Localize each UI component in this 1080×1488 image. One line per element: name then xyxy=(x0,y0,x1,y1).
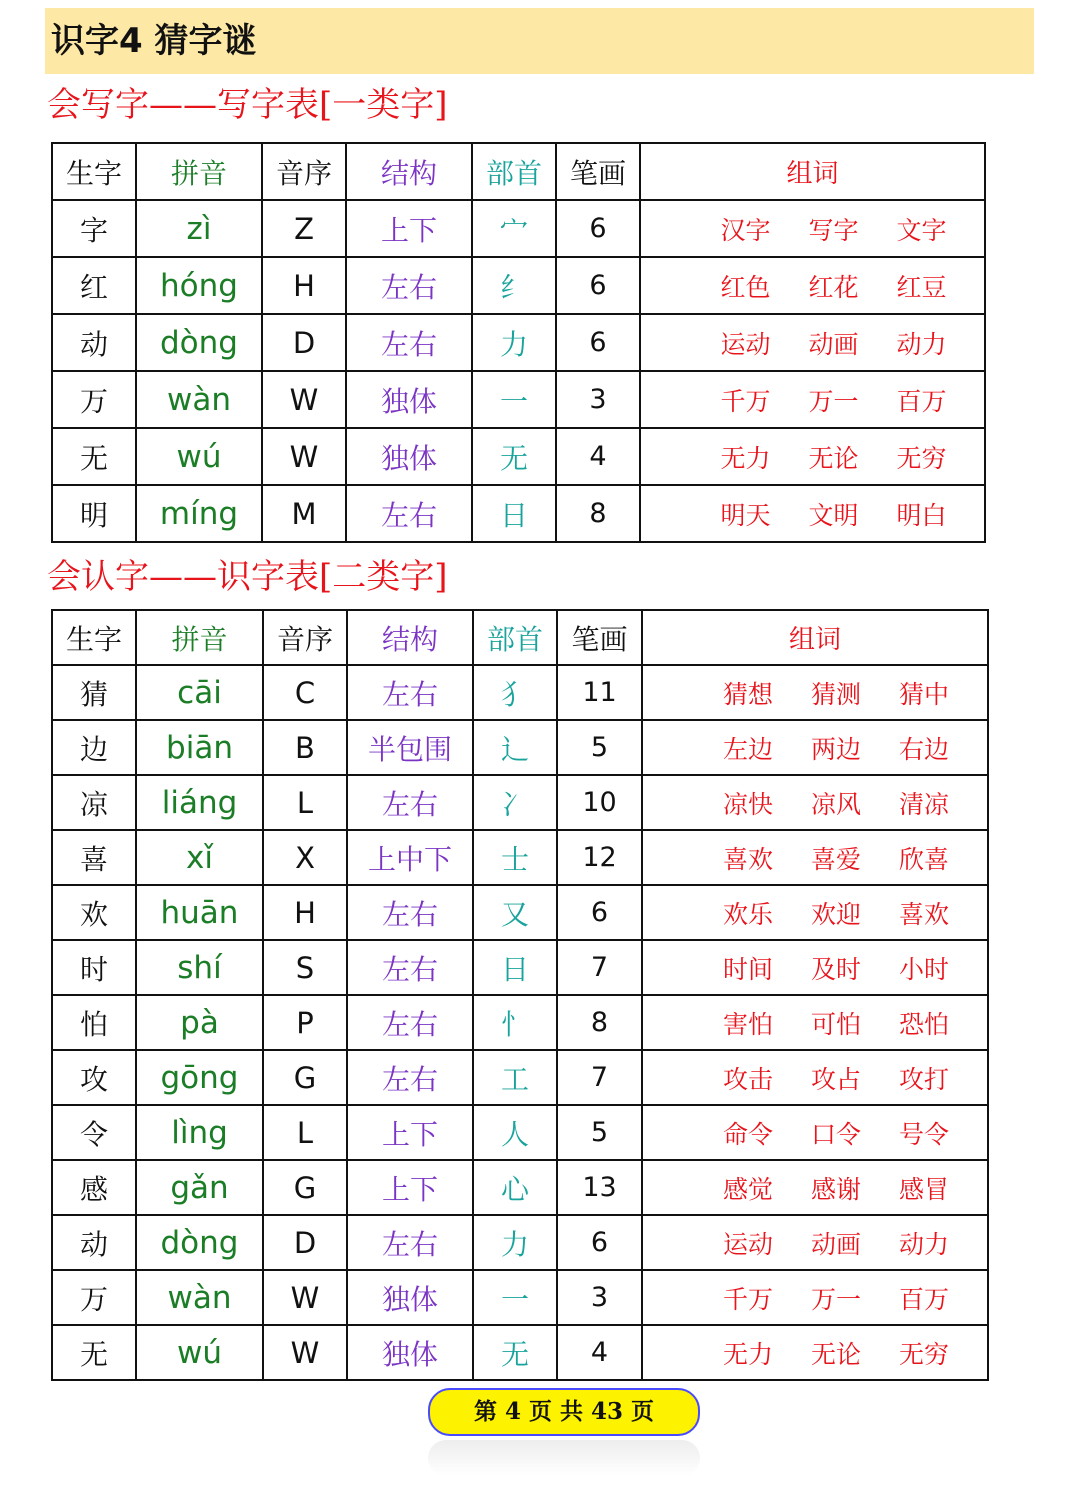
radical-cell: 无 xyxy=(473,1325,557,1380)
column-header: 生字 xyxy=(52,143,136,200)
table-row xyxy=(52,1160,988,1215)
order-cell: W xyxy=(263,1270,347,1325)
word-item: 汉字 xyxy=(720,215,771,245)
pager-reflection xyxy=(428,1440,700,1476)
word-item: 千万 xyxy=(720,386,771,416)
order-cell: C xyxy=(263,665,347,720)
order-cell: D xyxy=(262,314,346,371)
order-cell: G xyxy=(263,1050,347,1105)
structure-cell: 左右 xyxy=(347,1050,473,1105)
order-cell: W xyxy=(263,1325,347,1380)
table-row xyxy=(52,885,988,940)
page-indicator xyxy=(428,1388,700,1436)
word-item: 喜爱 xyxy=(810,844,861,874)
table-row xyxy=(52,200,985,257)
char-cell: 无 xyxy=(52,1325,136,1380)
radical-cell: 犭 xyxy=(473,665,557,720)
char-cell: 红 xyxy=(52,257,136,314)
table-header-row xyxy=(52,143,985,200)
structure-cell: 独体 xyxy=(346,371,472,428)
order-cell: W xyxy=(262,371,346,428)
words-cell xyxy=(642,665,988,720)
table-row xyxy=(52,428,985,485)
words-cell xyxy=(642,1105,988,1160)
strokes-cell: 8 xyxy=(557,995,642,1050)
words-cell xyxy=(642,1215,988,1270)
word-item: 无穷 xyxy=(896,443,947,473)
structure-cell: 左右 xyxy=(347,665,473,720)
table-row xyxy=(52,1050,988,1105)
pinyin-cell: lìng xyxy=(136,1105,263,1160)
word-item: 万一 xyxy=(808,386,859,416)
column-header: 生字 xyxy=(52,610,136,665)
char-cell: 凉 xyxy=(52,775,136,830)
word-item: 时间 xyxy=(722,954,773,984)
word-item: 右边 xyxy=(898,734,949,764)
strokes-cell: 10 xyxy=(557,775,642,830)
column-header: 结构 xyxy=(347,610,473,665)
radical-cell: 工 xyxy=(473,1050,557,1105)
recognize-characters-table xyxy=(51,609,989,1381)
pinyin-cell: dòng xyxy=(136,1215,263,1270)
section-heading-recognize: 会认字——识字表[二类字] xyxy=(47,557,448,597)
strokes-cell: 6 xyxy=(556,200,640,257)
column-header: 拼音 xyxy=(136,610,263,665)
order-cell: H xyxy=(262,257,346,314)
words-cell xyxy=(642,1160,988,1215)
char-cell: 时 xyxy=(52,940,136,995)
word-item: 动力 xyxy=(896,329,947,359)
column-header: 音序 xyxy=(263,610,347,665)
table-row xyxy=(52,830,988,885)
page-title-bar xyxy=(45,8,1034,74)
word-item: 红花 xyxy=(808,272,859,302)
strokes-cell: 6 xyxy=(557,885,642,940)
table-row xyxy=(52,775,988,830)
strokes-cell: 13 xyxy=(557,1160,642,1215)
radical-cell: 一 xyxy=(472,371,556,428)
column-header: 部首 xyxy=(472,143,556,200)
column-header: 笔画 xyxy=(557,610,642,665)
char-cell: 动 xyxy=(52,1215,136,1270)
word-item: 红色 xyxy=(720,272,771,302)
word-item: 动画 xyxy=(810,1229,861,1259)
word-item: 文字 xyxy=(896,215,947,245)
words-cell xyxy=(642,1050,988,1105)
words-cell xyxy=(642,1270,988,1325)
structure-cell: 独体 xyxy=(346,428,472,485)
table-row xyxy=(52,995,988,1050)
structure-cell: 左右 xyxy=(346,257,472,314)
strokes-cell: 12 xyxy=(557,830,642,885)
radical-cell: 力 xyxy=(473,1215,557,1270)
words-cell xyxy=(642,830,988,885)
word-item: 万一 xyxy=(810,1284,861,1314)
strokes-cell: 4 xyxy=(556,428,640,485)
word-item: 运动 xyxy=(720,329,771,359)
order-cell: G xyxy=(263,1160,347,1215)
strokes-cell: 4 xyxy=(557,1325,642,1380)
char-cell: 万 xyxy=(52,1270,136,1325)
structure-cell: 左右 xyxy=(347,775,473,830)
structure-cell: 上下 xyxy=(346,200,472,257)
radical-cell: 士 xyxy=(473,830,557,885)
word-item: 明白 xyxy=(896,500,947,530)
pager-suffix: 页 xyxy=(631,1398,655,1425)
order-cell: W xyxy=(262,428,346,485)
page-title: 识字4 猜字谜 xyxy=(51,21,257,61)
word-item: 无论 xyxy=(808,443,859,473)
radical-cell: 无 xyxy=(472,428,556,485)
word-item: 害怕 xyxy=(722,1009,773,1039)
column-header: 组词 xyxy=(640,143,985,200)
structure-cell: 左右 xyxy=(347,1215,473,1270)
words-cell xyxy=(640,371,985,428)
order-cell: M xyxy=(262,485,346,542)
char-cell: 喜 xyxy=(52,830,136,885)
word-item: 百万 xyxy=(896,386,947,416)
word-item: 凉快 xyxy=(722,789,773,819)
char-cell: 攻 xyxy=(52,1050,136,1105)
words-cell xyxy=(640,485,985,542)
char-cell: 边 xyxy=(52,720,136,775)
word-item: 命令 xyxy=(722,1119,773,1149)
words-cell xyxy=(640,257,985,314)
word-item: 感谢 xyxy=(810,1174,861,1204)
radical-cell: 力 xyxy=(472,314,556,371)
word-item: 无论 xyxy=(810,1339,861,1369)
pinyin-cell: wú xyxy=(136,428,262,485)
word-item: 欣喜 xyxy=(898,844,949,874)
char-cell: 感 xyxy=(52,1160,136,1215)
word-item: 左边 xyxy=(722,734,773,764)
structure-cell: 左右 xyxy=(346,314,472,371)
table-row xyxy=(52,371,985,428)
table-row xyxy=(52,314,985,371)
pager-current: 4 xyxy=(504,1398,521,1425)
structure-cell: 左右 xyxy=(346,485,472,542)
words-cell xyxy=(642,1325,988,1380)
word-item: 猜中 xyxy=(898,679,949,709)
pager-prefix: 第 xyxy=(473,1398,497,1425)
table-row xyxy=(52,1105,988,1160)
word-item: 号令 xyxy=(898,1119,949,1149)
word-item: 无穷 xyxy=(898,1339,949,1369)
word-item: 感觉 xyxy=(722,1174,773,1204)
word-item: 小时 xyxy=(898,954,949,984)
radical-cell: 纟 xyxy=(472,257,556,314)
structure-cell: 上下 xyxy=(347,1160,473,1215)
char-cell: 无 xyxy=(52,428,136,485)
structure-cell: 上中下 xyxy=(347,830,473,885)
pinyin-cell: hóng xyxy=(136,257,262,314)
strokes-cell: 5 xyxy=(557,1105,642,1160)
word-item: 无力 xyxy=(720,443,771,473)
word-item: 恐怕 xyxy=(898,1009,949,1039)
strokes-cell: 7 xyxy=(557,940,642,995)
char-cell: 令 xyxy=(52,1105,136,1160)
pinyin-cell: pà xyxy=(136,995,263,1050)
structure-cell: 左右 xyxy=(347,940,473,995)
pinyin-cell: xǐ xyxy=(136,830,263,885)
word-item: 两边 xyxy=(810,734,861,764)
pinyin-cell: wú xyxy=(136,1325,263,1380)
word-item: 动画 xyxy=(808,329,859,359)
strokes-cell: 6 xyxy=(556,314,640,371)
word-item: 凉风 xyxy=(810,789,861,819)
pinyin-cell: zì xyxy=(136,200,262,257)
pinyin-cell: dòng xyxy=(136,314,262,371)
word-item: 无力 xyxy=(722,1339,773,1369)
radical-cell: 又 xyxy=(473,885,557,940)
table-row xyxy=(52,485,985,542)
word-item: 口令 xyxy=(810,1119,861,1149)
order-cell: D xyxy=(263,1215,347,1270)
word-item: 运动 xyxy=(722,1229,773,1259)
words-cell xyxy=(642,940,988,995)
char-cell: 字 xyxy=(52,200,136,257)
table-row xyxy=(52,1215,988,1270)
pinyin-cell: huān xyxy=(136,885,263,940)
radical-cell: 宀 xyxy=(472,200,556,257)
word-item: 千万 xyxy=(722,1284,773,1314)
write-characters-table xyxy=(51,142,986,543)
radical-cell: 日 xyxy=(473,940,557,995)
radical-cell: 冫 xyxy=(473,775,557,830)
word-item: 清凉 xyxy=(898,789,949,819)
pinyin-cell: cāi xyxy=(136,665,263,720)
word-item: 猜测 xyxy=(810,679,861,709)
word-item: 动力 xyxy=(898,1229,949,1259)
pager-mid: 页 共 xyxy=(528,1398,583,1425)
order-cell: L xyxy=(263,775,347,830)
words-cell xyxy=(642,885,988,940)
strokes-cell: 3 xyxy=(557,1270,642,1325)
pinyin-cell: gǎn xyxy=(136,1160,263,1215)
pinyin-cell: gōng xyxy=(136,1050,263,1105)
table-header-row xyxy=(52,610,988,665)
table-row xyxy=(52,720,988,775)
structure-cell: 左右 xyxy=(347,885,473,940)
pager-total: 43 xyxy=(591,1398,624,1425)
char-cell: 猜 xyxy=(52,665,136,720)
word-item: 攻击 xyxy=(722,1064,773,1094)
order-cell: L xyxy=(263,1105,347,1160)
strokes-cell: 7 xyxy=(557,1050,642,1105)
word-item: 文明 xyxy=(808,500,859,530)
char-cell: 明 xyxy=(52,485,136,542)
word-item: 及时 xyxy=(810,954,861,984)
word-item: 喜欢 xyxy=(722,844,773,874)
structure-cell: 左右 xyxy=(347,995,473,1050)
words-cell xyxy=(640,314,985,371)
words-cell xyxy=(642,720,988,775)
word-item: 猜想 xyxy=(722,679,773,709)
table-row xyxy=(52,257,985,314)
structure-cell: 上下 xyxy=(347,1105,473,1160)
table-row xyxy=(52,1325,988,1380)
pinyin-cell: shí xyxy=(136,940,263,995)
words-cell xyxy=(640,200,985,257)
word-item: 欢乐 xyxy=(722,899,773,929)
word-item: 明天 xyxy=(720,500,771,530)
column-header: 音序 xyxy=(262,143,346,200)
pinyin-cell: biān xyxy=(136,720,263,775)
word-item: 攻占 xyxy=(810,1064,861,1094)
table-row xyxy=(52,940,988,995)
char-cell: 怕 xyxy=(52,995,136,1050)
word-item: 欢迎 xyxy=(810,899,861,929)
order-cell: Z xyxy=(262,200,346,257)
strokes-cell: 8 xyxy=(556,485,640,542)
word-item: 感冒 xyxy=(898,1174,949,1204)
table-row xyxy=(52,665,988,720)
section-heading-write: 会写字——写字表[一类字] xyxy=(47,85,448,125)
words-cell xyxy=(642,995,988,1050)
char-cell: 动 xyxy=(52,314,136,371)
strokes-cell: 3 xyxy=(556,371,640,428)
column-header: 结构 xyxy=(346,143,472,200)
char-cell: 欢 xyxy=(52,885,136,940)
radical-cell: 日 xyxy=(472,485,556,542)
pinyin-cell: wàn xyxy=(136,371,262,428)
order-cell: H xyxy=(263,885,347,940)
structure-cell: 半包围 xyxy=(347,720,473,775)
column-header: 组词 xyxy=(642,610,988,665)
strokes-cell: 5 xyxy=(557,720,642,775)
order-cell: X xyxy=(263,830,347,885)
words-cell xyxy=(640,428,985,485)
word-item: 喜欢 xyxy=(898,899,949,929)
column-header: 拼音 xyxy=(136,143,262,200)
column-header: 部首 xyxy=(473,610,557,665)
structure-cell: 独体 xyxy=(347,1325,473,1380)
words-cell xyxy=(642,775,988,830)
word-item: 红豆 xyxy=(896,272,947,302)
char-cell: 万 xyxy=(52,371,136,428)
pinyin-cell: liáng xyxy=(136,775,263,830)
word-item: 攻打 xyxy=(898,1064,949,1094)
structure-cell: 独体 xyxy=(347,1270,473,1325)
word-item: 可怕 xyxy=(810,1009,861,1039)
radical-cell: 一 xyxy=(473,1270,557,1325)
word-item: 百万 xyxy=(898,1284,949,1314)
strokes-cell: 6 xyxy=(557,1215,642,1270)
radical-cell: 人 xyxy=(473,1105,557,1160)
order-cell: B xyxy=(263,720,347,775)
order-cell: S xyxy=(263,940,347,995)
radical-cell: 忄 xyxy=(473,995,557,1050)
order-cell: P xyxy=(263,995,347,1050)
strokes-cell: 11 xyxy=(557,665,642,720)
radical-cell: 辶 xyxy=(473,720,557,775)
strokes-cell: 6 xyxy=(556,257,640,314)
pinyin-cell: wàn xyxy=(136,1270,263,1325)
pinyin-cell: míng xyxy=(136,485,262,542)
table-row xyxy=(52,1270,988,1325)
word-item: 写字 xyxy=(808,215,859,245)
column-header: 笔画 xyxy=(556,143,640,200)
radical-cell: 心 xyxy=(473,1160,557,1215)
